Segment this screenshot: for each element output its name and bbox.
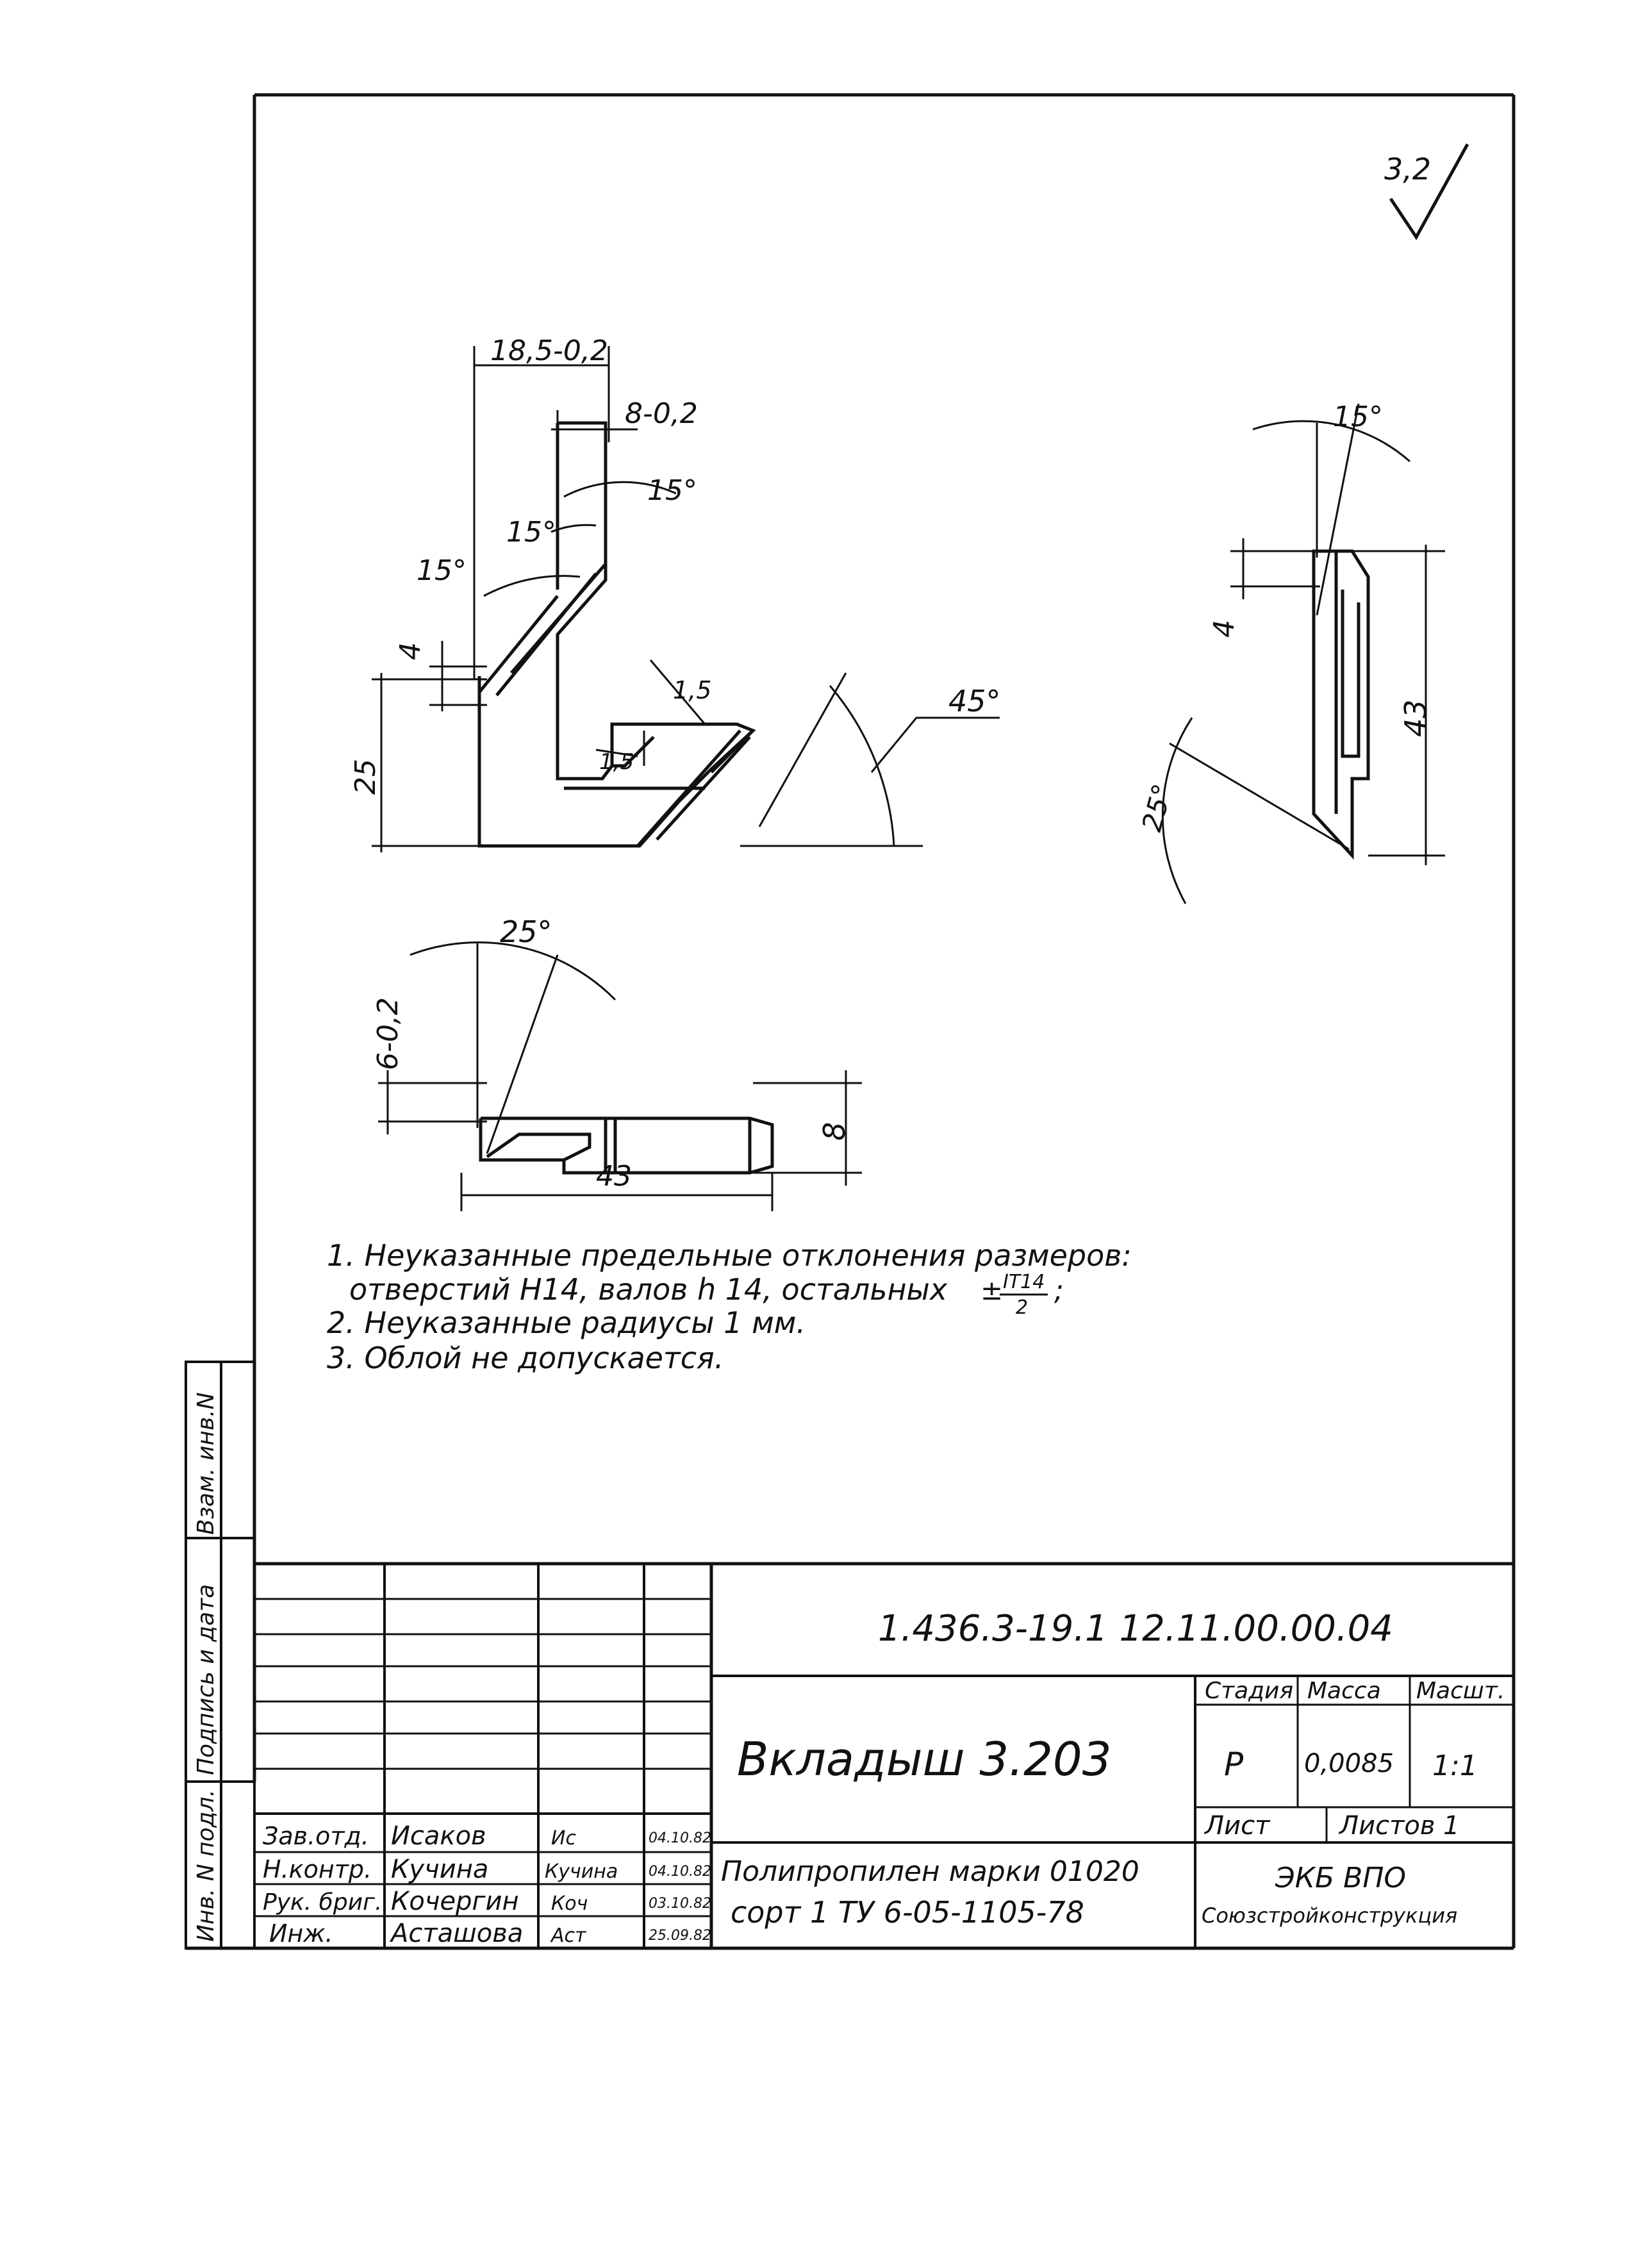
- scale-label: Масшт.: [1416, 1678, 1505, 1704]
- staff-role: Инж.: [269, 1919, 333, 1948]
- mass-value: 0,0085: [1304, 1749, 1394, 1778]
- main-view-outline: [479, 423, 753, 846]
- mass-label: Масса: [1307, 1678, 1381, 1704]
- stage-label: Стадия: [1205, 1678, 1294, 1704]
- dim-width-arm: 8-0,2: [625, 397, 698, 430]
- dim-height-25: 25: [349, 759, 382, 795]
- dim-angle-45: 45°: [948, 684, 1001, 718]
- staff-sign: Аст: [551, 1924, 586, 1947]
- staff-name: Исаков: [391, 1821, 486, 1851]
- side-dim-angle-25: 25°: [1136, 780, 1178, 835]
- side-view-outline: [1314, 551, 1368, 856]
- material-line-2: сорт 1 ТУ 6-05-1105-78: [731, 1895, 1084, 1930]
- staff-date: 03.10.82: [649, 1896, 711, 1912]
- stamp-podpis: Подпись и дата: [193, 1584, 219, 1775]
- staff-date: 04.10.82: [649, 1864, 711, 1880]
- doc-code: 1.436.3-19.1 12.11.00.00.04: [878, 1608, 1393, 1650]
- roughness-symbol: [1384, 144, 1468, 237]
- note-tol-prefix: ±: [980, 1275, 1004, 1306]
- dim-height-4: 4: [394, 642, 427, 660]
- stage-value: Р: [1224, 1746, 1244, 1783]
- note-line-2: отверстий H14, валов h 14, остальных: [349, 1272, 948, 1307]
- staff-role: Н.контр.: [263, 1855, 372, 1883]
- side-stamp: [186, 1362, 254, 1948]
- scale-value: 1:1: [1432, 1750, 1478, 1782]
- org-line-1: ЭКБ ВПО: [1275, 1862, 1407, 1894]
- staff-name: Кучина: [391, 1855, 489, 1884]
- note-tol-num: IT14: [1003, 1271, 1045, 1293]
- side-view: [1136, 401, 1445, 904]
- staff-date: 25.09.82: [649, 1928, 711, 1944]
- sheet-label: Лист: [1205, 1811, 1270, 1841]
- note-line-3: 2. Неуказанные радиусы 1 мм.: [327, 1305, 806, 1340]
- technical-notes: [327, 1238, 1132, 1375]
- dim-angle-c: 15°: [647, 474, 697, 507]
- note-tol-suffix: ;: [1054, 1274, 1064, 1307]
- staff-sign: Коч: [551, 1892, 588, 1915]
- staff-sign: Кучина: [545, 1860, 618, 1883]
- dim-angle-b: 15°: [506, 516, 556, 549]
- part-name: Вкладыш 3.203: [737, 1732, 1112, 1786]
- dim-groove-b: 1,5: [599, 749, 634, 775]
- staff-name: Асташова: [391, 1919, 524, 1948]
- staff-name: Кочергин: [391, 1887, 519, 1916]
- bottom-dim-thick-8: 8: [817, 1122, 852, 1141]
- title-block-text: [721, 1608, 1505, 1930]
- org-line-2: Союзстройконструкция: [1202, 1903, 1458, 1928]
- sheets-label: Листов 1: [1339, 1811, 1460, 1841]
- roughness-value: 3,2: [1384, 152, 1432, 186]
- side-view-dimlines: [1162, 404, 1445, 904]
- side-dim-angle-15: 15°: [1333, 401, 1383, 433]
- staff-role: Рук. бриг.: [263, 1889, 383, 1916]
- staff-sign: Ис: [551, 1827, 576, 1850]
- material-line-1: Полипропилен марки 01020: [721, 1855, 1139, 1888]
- note-tol-den: 2: [1016, 1296, 1029, 1319]
- note-line-4: 3. Облой не допускается.: [327, 1341, 724, 1375]
- dim-groove-a: 1,5: [673, 676, 712, 704]
- side-dim-height-4: 4: [1208, 620, 1241, 638]
- staff-date: 04.10.82: [649, 1830, 711, 1846]
- staff-role: Зав.отд.: [263, 1822, 369, 1850]
- stamp-inv: Инв. N подл.: [193, 1789, 219, 1942]
- note-line-1: 1. Неуказанные предельные отклонения размеров:: [327, 1238, 1132, 1273]
- side-dim-height-43: 43: [1398, 699, 1433, 737]
- bottom-view: [372, 915, 862, 1211]
- dim-angle-a: 15°: [417, 554, 467, 587]
- stamp-vzam: Взам. инв.N: [193, 1392, 219, 1535]
- dim-width-top: 18,5-0,2: [490, 335, 608, 367]
- bottom-dim-angle-25: 25°: [500, 915, 552, 949]
- bottom-dim-thick-6: 6-0,2: [372, 997, 404, 1070]
- bottom-dim-length-43: 43: [596, 1160, 632, 1193]
- main-view: [349, 335, 1001, 852]
